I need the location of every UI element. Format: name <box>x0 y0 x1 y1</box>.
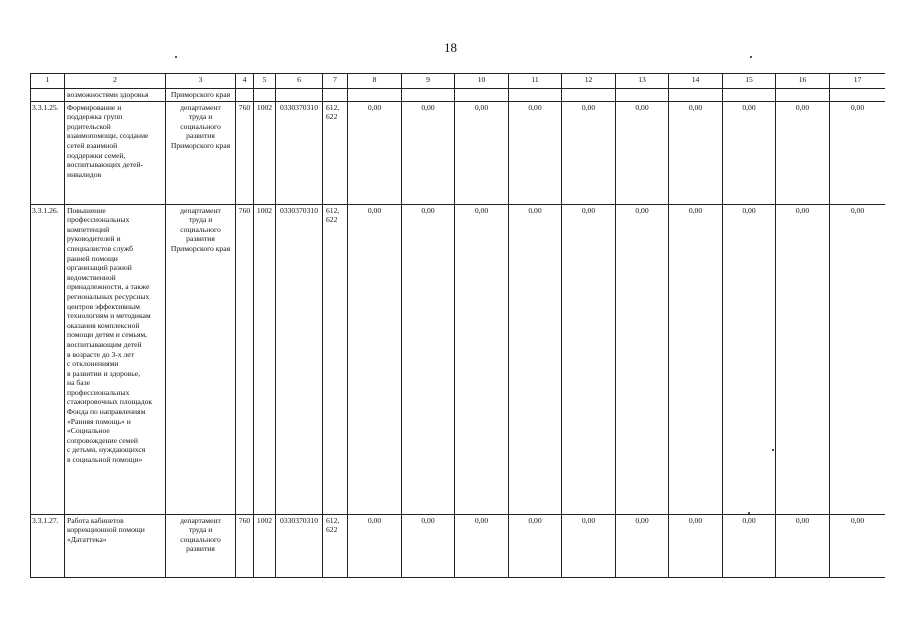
row-value: 0,00 <box>455 101 509 204</box>
header-cell: 9 <box>402 74 455 89</box>
row-value: 0,00 <box>616 204 669 514</box>
header-cell: 3 <box>166 74 236 89</box>
table-row <box>31 514 886 577</box>
continuation-dept: Приморского края <box>166 89 236 102</box>
table-cell <box>348 89 402 102</box>
row-code: 3.3.1.27. <box>31 514 65 577</box>
row-value: 0,00 <box>509 204 562 514</box>
row-value: 0,00 <box>669 204 723 514</box>
table-cell <box>254 89 276 102</box>
row-col5: 1002 <box>254 204 276 514</box>
row-value: 0,00 <box>669 101 723 204</box>
row-value: 0,00 <box>509 514 562 577</box>
row-value: 0,00 <box>616 514 669 577</box>
continuation-name: возможностями здоровья <box>65 89 166 102</box>
header-cell: 8 <box>348 74 402 89</box>
header-row <box>31 74 886 89</box>
header-cell: 14 <box>669 74 723 89</box>
table-row <box>31 101 886 204</box>
row-value: 0,00 <box>455 514 509 577</box>
continuation-row <box>31 89 886 102</box>
row-col7: 612, 622 <box>323 204 348 514</box>
table-cell <box>402 89 455 102</box>
row-value: 0,00 <box>830 204 886 514</box>
row-value: 0,00 <box>776 101 830 204</box>
budget-table <box>30 73 885 578</box>
row-value: 0,00 <box>776 514 830 577</box>
row-department: департамент труда и социального развития <box>166 514 236 577</box>
row-value: 0,00 <box>509 101 562 204</box>
header-cell: 17 <box>830 74 886 89</box>
header-cell: 13 <box>616 74 669 89</box>
row-col6: 0330370310 <box>276 514 323 577</box>
row-col6: 0330370310 <box>276 101 323 204</box>
row-value: 0,00 <box>723 204 776 514</box>
row-value: 0,00 <box>562 204 616 514</box>
row-col5: 1002 <box>254 101 276 204</box>
row-value: 0,00 <box>830 514 886 577</box>
row-col4: 760 <box>236 514 254 577</box>
table-cell <box>455 89 509 102</box>
row-value: 0,00 <box>776 204 830 514</box>
row-col6: 0330370310 <box>276 204 323 514</box>
header-cell: 4 <box>236 74 254 89</box>
row-col7: 612, 622 <box>323 514 348 577</box>
table-cell <box>830 89 886 102</box>
table-cell <box>323 89 348 102</box>
header-cell: 12 <box>562 74 616 89</box>
row-value: 0,00 <box>455 204 509 514</box>
row-code: 3.3.1.25. <box>31 101 65 204</box>
row-value: 0,00 <box>348 514 402 577</box>
header-cell: 5 <box>254 74 276 89</box>
page-number: 18 <box>444 40 457 55</box>
header-cell: 6 <box>276 74 323 89</box>
header-cell: 10 <box>455 74 509 89</box>
table-cell <box>236 89 254 102</box>
table-cell <box>509 89 562 102</box>
table-cell <box>776 89 830 102</box>
row-value: 0,00 <box>402 204 455 514</box>
row-value: 0,00 <box>723 101 776 204</box>
table-row <box>31 204 886 514</box>
header-cell: 16 <box>776 74 830 89</box>
table-cell <box>562 89 616 102</box>
row-value: 0,00 <box>348 101 402 204</box>
row-col5: 1002 <box>254 514 276 577</box>
row-department: департамент труда и социального развития Приморского края <box>166 204 236 514</box>
row-code: 3.3.1.26. <box>31 204 65 514</box>
table-cell <box>616 89 669 102</box>
row-name: Повышение профессиональных компетенций руководителей и специалистов служб ранней помощи организаций разной ведомственной принадлежности, а также региональных ресурсных центров эффективным технологиям и методикам оказания комплексной помощи детям и семьям, воспитывающим детей в возрасте до 3-х лет с отклонениями в развитии и здоровье, на базе профессиональных стажировочных площадок Фонда по направлениям «Ранняя помощь» и «Социальное сопровождение семей с детьми, нуждающихся в социальной помощи» <box>65 204 166 514</box>
budget-table-container <box>30 73 885 613</box>
row-department: департамент труда и социального развития Приморского края <box>166 101 236 204</box>
scan-speck <box>175 56 177 58</box>
row-value: 0,00 <box>562 514 616 577</box>
table-cell <box>669 89 723 102</box>
header-cell: 2 <box>65 74 166 89</box>
row-value: 0,00 <box>616 101 669 204</box>
row-name: Работа кабинетов коррекционной помощи «Дататтека» <box>65 514 166 577</box>
row-value: 0,00 <box>669 514 723 577</box>
row-value: 0,00 <box>348 204 402 514</box>
row-col4: 760 <box>236 204 254 514</box>
row-col7: 612, 622 <box>323 101 348 204</box>
table-cell <box>723 89 776 102</box>
header-cell: 7 <box>323 74 348 89</box>
header-cell: 1 <box>31 74 65 89</box>
scan-speck <box>750 56 752 58</box>
row-col4: 760 <box>236 101 254 204</box>
row-value: 0,00 <box>830 101 886 204</box>
table-cell <box>31 89 65 102</box>
row-value: 0,00 <box>402 514 455 577</box>
row-value: 0,00 <box>402 101 455 204</box>
header-cell: 11 <box>509 74 562 89</box>
row-value: 0,00 <box>723 514 776 577</box>
row-value: 0,00 <box>562 101 616 204</box>
header-cell: 15 <box>723 74 776 89</box>
table-cell <box>276 89 323 102</box>
row-name: Формирование и поддержка групп родительской взаимопомощи, создание сетей взаимной поддержки семей, воспитывающих детей- инвалидов <box>65 101 166 204</box>
